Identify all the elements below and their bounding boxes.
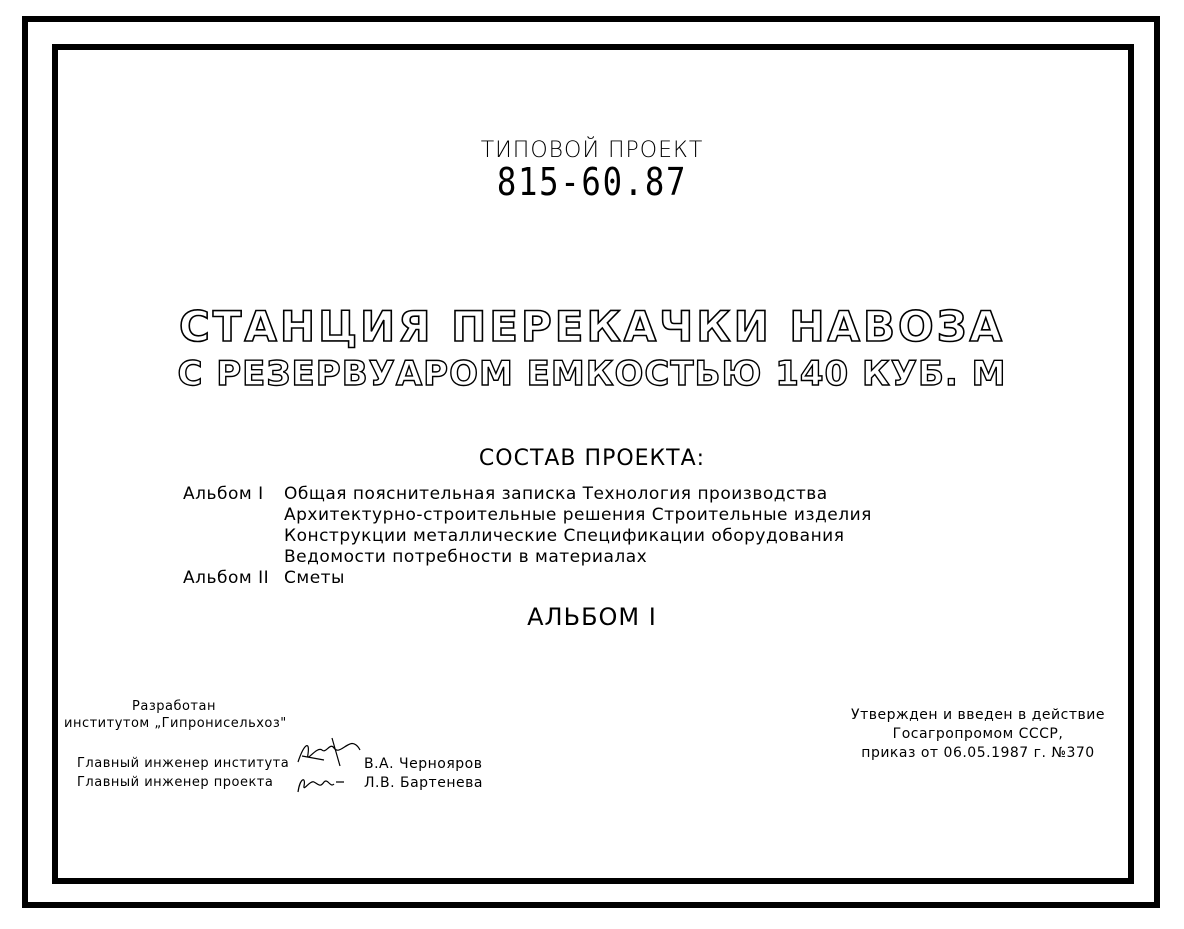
album-1-line-4: Ведомости потребности в материалах <box>284 547 648 567</box>
developer-line-1: Разработан <box>132 699 216 714</box>
album-1-line-2: Архитектурно-строительные решения Строительные изделия <box>284 505 872 525</box>
signature-role-1: Главный инженер института <box>77 756 290 771</box>
album-2-line-1: Сметы <box>284 568 345 588</box>
project-number: 815-60.87 <box>496 160 688 204</box>
signature-role-2: Главный инженер проекта <box>77 775 274 790</box>
signature-2-icon <box>294 770 346 798</box>
approval-line-3: приказ от 06.05.1987 г. №370 <box>861 745 1095 761</box>
project-label: ТИПОВОЙ ПРОЕКТ <box>480 138 704 163</box>
approval-block <box>846 706 1110 763</box>
album-1-line-1: Общая пояснительная записка Технология производства <box>284 484 828 504</box>
developer-block <box>64 698 287 732</box>
approval-line-1: Утвержден и введен в действие <box>851 707 1105 723</box>
album-1-line-3: Конструкции металлические Спецификации оборудования <box>284 526 845 546</box>
developer-line-2: институтом „Гипронисельхоз" <box>64 716 287 731</box>
signature-1-icon <box>294 736 364 770</box>
signature-name-2: Л.В. Бартенева <box>364 775 483 791</box>
signature-name-1: В.А. Чернояров <box>364 756 483 772</box>
approval-line-2: Госагропромом СССР, <box>892 726 1064 742</box>
current-album-title: АЛЬБОМ I <box>527 603 657 631</box>
album-1-label: Альбом I <box>183 484 264 504</box>
title-line-2: С РЕЗЕРВУАРОМ ЕМКОСТЬЮ 140 КУБ. М <box>177 354 1007 394</box>
album-2-label: Альбом II <box>183 568 270 588</box>
title-line-1: СТАНЦИЯ ПЕРЕКАЧКИ НАВОЗА <box>178 302 1006 351</box>
contents-heading: СОСТАВ ПРОЕКТА: <box>478 446 706 471</box>
